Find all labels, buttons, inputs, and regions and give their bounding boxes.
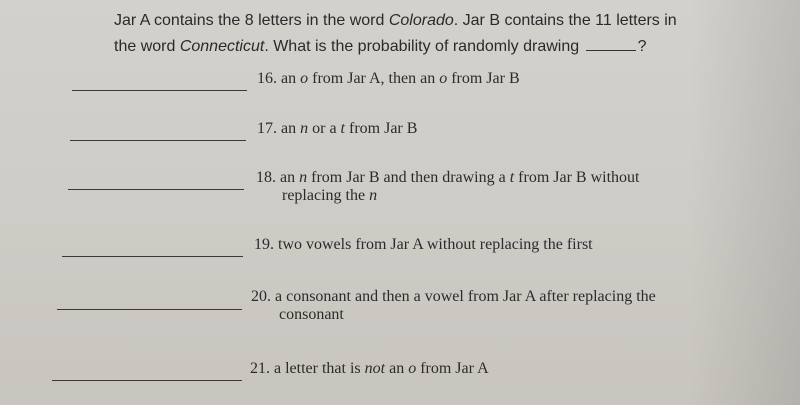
- prompt-line-2: [114, 34, 754, 60]
- question-text: a letter that is: [270, 360, 365, 377]
- question-variable: n: [300, 120, 309, 137]
- question-19: [254, 236, 593, 254]
- question-variable: n: [369, 187, 378, 204]
- answer-line-17[interactable]: [70, 140, 246, 141]
- question-text: from Jar B without: [514, 169, 640, 186]
- question-17: [257, 120, 417, 138]
- question-variable: t: [509, 169, 515, 186]
- question-variable: o: [300, 70, 309, 87]
- question-text: an: [277, 70, 301, 87]
- prompt-text: Jar A contains the 8 letters in the word: [114, 12, 389, 29]
- answer-line-21[interactable]: [52, 380, 242, 381]
- question-variable: o: [408, 360, 417, 377]
- prompt-word-colorado: Colorado: [388, 12, 454, 29]
- question-number: 20.: [251, 288, 271, 305]
- question-20: [251, 288, 656, 324]
- question-variable: o: [439, 70, 448, 87]
- question-text: two vowels from Jar A without replacing the first: [274, 236, 593, 253]
- prompt-line-1: [114, 8, 754, 34]
- question-text: from Jar A: [416, 360, 489, 377]
- prompt-word-connecticut: Connecticut: [179, 38, 265, 55]
- question-text: from Jar B and then drawing a: [307, 169, 510, 186]
- question-number: 17.: [257, 120, 277, 137]
- question-text: replacing the: [282, 187, 370, 204]
- answer-line-19[interactable]: [62, 256, 243, 257]
- question-continuation: [256, 187, 640, 205]
- problem-prompt: [114, 8, 754, 60]
- question-number: 18.: [256, 169, 276, 186]
- question-emphasis: not: [364, 360, 386, 377]
- question-text: an: [385, 360, 409, 377]
- question-text: an: [276, 169, 300, 186]
- question-text: from Jar A, then an: [308, 70, 440, 87]
- question-text: or a: [308, 120, 341, 137]
- question-number: 21.: [250, 360, 270, 377]
- answer-line-20[interactable]: [57, 309, 242, 310]
- question-number: 19.: [254, 236, 274, 253]
- question-continuation: consonant: [279, 306, 344, 323]
- answer-line-18[interactable]: [68, 189, 244, 190]
- question-text: an: [277, 120, 301, 137]
- question-21: [250, 360, 489, 378]
- question-variable: n: [299, 169, 308, 186]
- question-18: [256, 169, 640, 205]
- question-16: [257, 70, 520, 88]
- prompt-question-mark: ?: [637, 38, 647, 55]
- prompt-text: . What is the probability of randomly drawing: [264, 38, 584, 55]
- prompt-blank: [586, 36, 636, 51]
- prompt-text: the word: [114, 38, 180, 55]
- answer-line-16[interactable]: [72, 90, 247, 91]
- question-variable: t: [340, 120, 345, 137]
- question-text: from Jar B: [447, 70, 520, 87]
- question-number: 16.: [257, 70, 277, 87]
- prompt-text: . Jar B contains the 11 letters in: [453, 12, 677, 29]
- question-text: from Jar B: [345, 120, 418, 137]
- question-text: a consonant and then a vowel from Jar A after replacing the: [271, 288, 656, 305]
